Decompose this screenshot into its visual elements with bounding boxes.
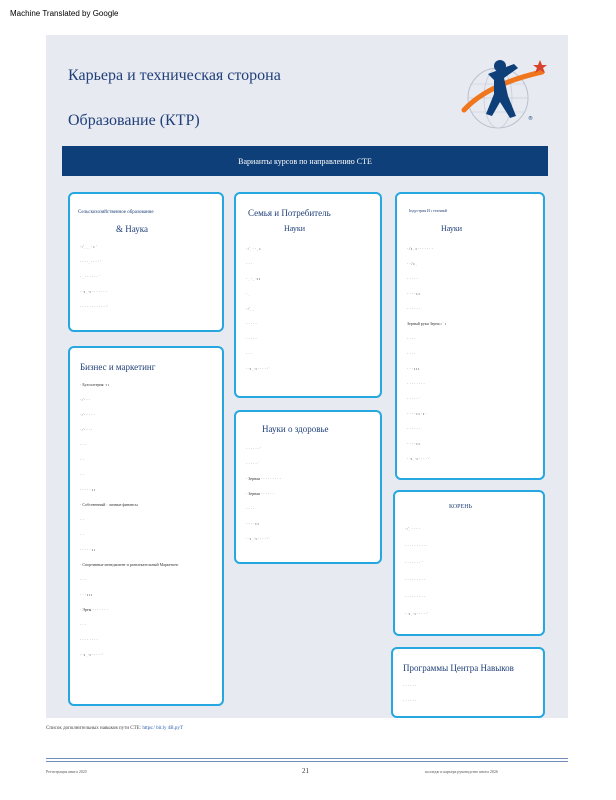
box-family-title-b: Науки bbox=[284, 224, 306, 233]
box-business-list bbox=[80, 382, 214, 667]
list-item: · Зерная · · · · · · bbox=[246, 491, 274, 496]
list-item: · · · · · · · · · bbox=[405, 577, 425, 582]
box-agriculture-title-b: & Наука bbox=[116, 224, 149, 234]
box-agriculture bbox=[68, 192, 224, 332]
list-item: · · · · · bbox=[246, 321, 257, 326]
footer-right-text: колледж и карьера руководство книга 2026 bbox=[425, 769, 498, 774]
list-item: · Бухгалтерия ·ı ı bbox=[80, 382, 110, 387]
svg-text:®: ® bbox=[528, 116, 533, 122]
list-item: · ·ı ˌ ·ı · · · · ·ˈ bbox=[405, 611, 429, 616]
list-item: · ⁄ ˌ · · · · bbox=[405, 526, 420, 531]
list-item: · · · · · · bbox=[403, 698, 416, 703]
list-item: · Спортивные менеджмент и развлекательный Маркетинг bbox=[80, 562, 179, 567]
additional-skills-link[interactable]: https:/ bit.ly 4B.pyT bbox=[142, 726, 183, 731]
list-item: · · bbox=[80, 532, 84, 537]
list-item: · · bbox=[80, 472, 84, 477]
list-item: · · · bbox=[246, 261, 252, 266]
box-family-consumer bbox=[234, 192, 382, 398]
list-item: · · · · ı ı · ı · bbox=[407, 411, 427, 416]
box-skills-list bbox=[403, 683, 535, 713]
list-item: · · bbox=[80, 517, 84, 522]
list-item: · ·ı ˌ ·ı · · · · ·ˈ bbox=[246, 366, 270, 371]
list-item: · · · · · ˈ bbox=[246, 461, 259, 466]
list-item: · · · · · · bbox=[407, 426, 420, 431]
list-item: · · · · · · · · · · bbox=[405, 543, 428, 548]
footer-rule bbox=[46, 758, 568, 759]
list-item: · · · · bbox=[407, 351, 416, 356]
list-item: · · · · · ı ı bbox=[80, 487, 95, 492]
course-options-band: Варианты курсов по направлению CTE bbox=[62, 146, 548, 176]
list-item: · · · · ı ı bbox=[407, 441, 420, 446]
footer-left-text: Регистрация книга 2025 bbox=[46, 769, 87, 774]
list-item: · · · · · · ˈ bbox=[246, 446, 262, 451]
box-family-list bbox=[246, 246, 372, 381]
page-number: 21 bbox=[302, 767, 309, 775]
list-item: · ⁄ ı ˌ ı · · · · · · · bbox=[407, 246, 433, 251]
list-item: · ·ı ˌ ·ı · · · · · · · bbox=[80, 289, 107, 294]
box-family-title-a: Семья и Потребитель bbox=[248, 208, 331, 218]
list-item: · · · · · · · ˈ bbox=[405, 560, 423, 565]
list-item: · Эрты · · · · · · · bbox=[80, 607, 108, 612]
list-item: · ⁄ · · · · · bbox=[80, 412, 95, 417]
list-item: · · · bbox=[80, 442, 86, 447]
additional-skills-note-text: Список дополнительных навыков пути CTE: bbox=[46, 726, 142, 731]
list-item: · · · bbox=[80, 577, 86, 582]
list-item: · ⁄ ˌ ˌ ˌ · ı ˈ bbox=[80, 244, 97, 249]
page-title-line2: Образование (КТР) bbox=[68, 112, 200, 129]
ctr-logo-icon bbox=[458, 44, 554, 140]
list-item: · · · · · ı ı bbox=[80, 547, 95, 552]
list-item: · ⁄ ˌ · · ˌ ı bbox=[246, 246, 261, 251]
list-item: Зерный руки Зерна ı ˈ ı bbox=[407, 321, 447, 326]
box-business-title: Бизнес и маркетинг bbox=[80, 362, 156, 372]
box-skills-title: Программы Центра Навыков bbox=[403, 663, 514, 673]
list-item: · · · bbox=[80, 622, 86, 627]
box-business-marketing bbox=[68, 346, 224, 706]
list-item: · · · · · · · · · bbox=[405, 594, 425, 599]
list-item: · · bbox=[80, 457, 84, 462]
list-item: · · · ı ı ı bbox=[407, 366, 420, 371]
box-industry-list bbox=[407, 246, 535, 471]
list-item: · Зерная · · · · · · · · · bbox=[246, 476, 281, 481]
list-item: · ⁄ · · · bbox=[80, 397, 90, 402]
list-item: · · · · · bbox=[407, 276, 418, 281]
box-health-title: Науки о здоровье bbox=[262, 424, 329, 434]
list-item: · · · · · ˈ bbox=[407, 396, 420, 401]
box-root-list bbox=[405, 526, 535, 628]
list-item: · · · · bbox=[407, 336, 416, 341]
box-root-title: КОРЕНЬ bbox=[449, 504, 472, 510]
list-item: · Собственный · личные финансы bbox=[80, 502, 138, 507]
list-item: · · ⁄ ı ˌ bbox=[407, 261, 417, 266]
list-item: · · · · · · · · bbox=[407, 381, 425, 386]
list-item: · ˌ · ˌ ·ı ı bbox=[246, 276, 260, 281]
list-item: · · · · ı ı bbox=[246, 521, 259, 526]
box-industry-title-a: Індустрия И ı техникй bbox=[409, 208, 447, 213]
list-item: · ⁄ · · · · bbox=[80, 427, 93, 432]
list-item: · · · · ı ı bbox=[407, 291, 420, 296]
list-item: · ˌ bbox=[246, 291, 250, 296]
list-item: · ·ı ˌ ·ı · · · · ·ˈ bbox=[246, 536, 270, 541]
box-health-list bbox=[246, 446, 372, 551]
list-item: · · · bbox=[246, 351, 252, 356]
box-agriculture-list bbox=[80, 244, 214, 319]
box-health-sciences bbox=[234, 410, 382, 564]
list-item: · · · · · · bbox=[407, 306, 420, 311]
list-item: · · · · · · · · · · · ·ˈ bbox=[80, 304, 109, 309]
list-item: · ⁄ ˌ ˌ bbox=[246, 306, 254, 311]
box-skills-center bbox=[391, 647, 545, 718]
list-item: · · · · · · · · bbox=[80, 637, 98, 642]
additional-skills-note bbox=[46, 726, 183, 731]
list-item: · ·ı ˌ ·ı · · · · ·ˈ bbox=[407, 456, 431, 461]
list-item: · · · ı ı ı bbox=[80, 592, 93, 597]
box-root bbox=[393, 490, 545, 636]
box-industry-title-b: Науки bbox=[441, 224, 463, 233]
page-title-line1: Карьера и техническая сторона bbox=[68, 67, 281, 84]
list-item: · · · · bbox=[246, 506, 255, 511]
box-industry-technical bbox=[395, 192, 545, 480]
machine-translated-banner: Machine Translated by Google bbox=[10, 9, 119, 18]
box-agriculture-title-a: Сельскохозяйственное образование bbox=[78, 210, 154, 215]
footer-rule bbox=[46, 761, 568, 762]
list-item: · · · · · · bbox=[403, 683, 416, 688]
list-item: · · · ·ˌ · · · · ˈ bbox=[80, 259, 102, 264]
list-item: · · · · · bbox=[246, 336, 257, 341]
list-item: · ·ı ˌ ·ı · · · · ·ˈ bbox=[80, 652, 104, 657]
list-item: · ˌ · · · · · · ˈ bbox=[80, 274, 100, 279]
